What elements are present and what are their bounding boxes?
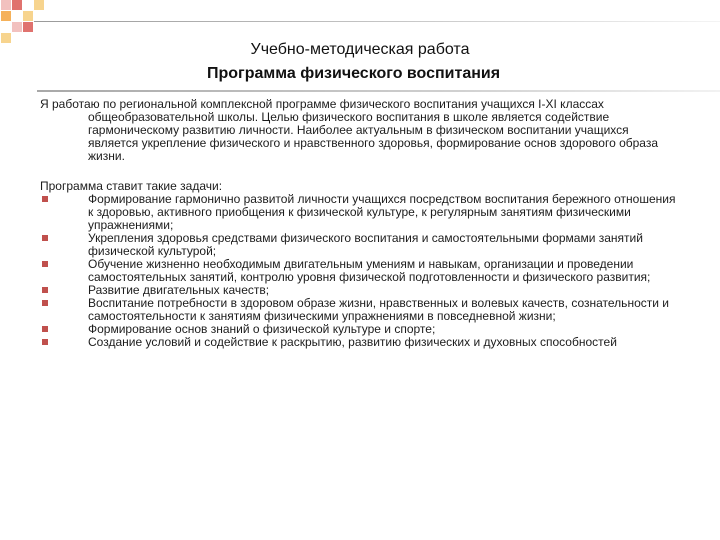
tasks-heading: Программа ставит такие задачи: — [40, 179, 223, 193]
slide-subtitle: Программа физического воспитания — [207, 65, 501, 82]
list-item-text: Формирование гармонично развитой личности учащихся посредством воспитания бережного отношения к здоровью, активного приобщения к физической культуре, к регулярным занятиям физическими упражнениями; — [88, 192, 676, 232]
square-bullet-icon — [42, 235, 48, 241]
list-item — [40, 232, 680, 258]
list-item-text: Формирование основ знаний о физической культуре и спорте; — [88, 322, 436, 336]
deco-square — [23, 22, 33, 32]
list-item-text: Обучение жизненно необходимым двигательным умениям и навыкам, организации и проведении самостоятельных занятий, контролю уровня физической подготовленности и физического развития; — [88, 257, 651, 284]
slide-title-text: Учебно-методическая работа — [250, 41, 470, 58]
tasks-list — [40, 193, 680, 349]
list-item-text: Развитие двигательных качеств; — [88, 283, 270, 297]
list-item — [40, 258, 680, 284]
deco-square — [23, 11, 33, 21]
list-item — [40, 193, 680, 232]
slide-title — [0, 40, 720, 60]
square-bullet-icon — [42, 261, 48, 267]
deco-square — [34, 0, 44, 10]
deco-square — [12, 22, 22, 32]
square-bullet-icon — [42, 196, 48, 202]
square-bullet-icon — [42, 326, 48, 332]
square-bullet-icon — [42, 339, 48, 345]
list-item-text: Воспитание потребности в здоровом образе жизни, нравственных и волевых качеств, сознательности и самостоятельности к занятиям физическими упражнениями в повседневной жизни; — [88, 296, 669, 323]
top-divider — [34, 21, 720, 22]
deco-square — [12, 0, 22, 10]
deco-square — [1, 0, 11, 10]
deco-square — [1, 11, 11, 21]
list-item — [40, 297, 680, 323]
list-item — [40, 336, 680, 349]
body-text — [40, 98, 680, 349]
list-item-text: Создание условий и содействие к раскрытию, развитию физических и духовных способностей — [88, 335, 617, 349]
title-divider — [37, 90, 720, 92]
intro-paragraph: Я работаю по региональной комплексной программе физического воспитания учащихся I-XI классах общеобразовательной школы. Целью физического воспитания в школе является содействие гармоническому развитию личности. Наиболее актуальным в физическом воспитании учащихся является укрепление физического и нравственного здоровья, формирование основ здорового образа жизни. — [40, 97, 659, 163]
square-bullet-icon — [42, 287, 48, 293]
square-bullet-icon — [42, 300, 48, 306]
list-item-text: Укрепления здоровья средствами физического воспитания и самостоятельными формами занятий физической культурой; — [88, 231, 643, 258]
